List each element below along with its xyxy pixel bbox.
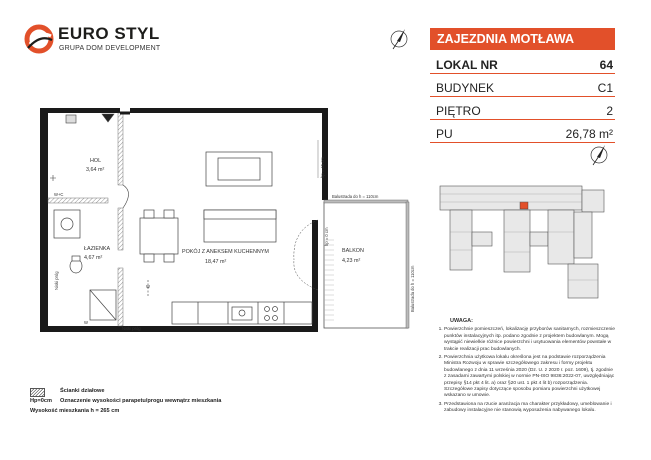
bathroom-door <box>123 185 129 208</box>
bathroom-fixtures <box>54 210 116 320</box>
room-name-pokoj: POKÓJ Z ANEKSEM KUCHENNYM <box>182 249 269 255</box>
room-area-pokoj: 18,47 m² <box>205 259 227 265</box>
apartment-location-marker <box>520 202 528 209</box>
kitchenette <box>172 302 312 324</box>
living-room-furniture <box>140 152 276 262</box>
ventilation-mark-2: W <box>84 320 88 325</box>
ventilation-mark: W <box>146 284 150 289</box>
info-label: PIĘTRO <box>436 104 481 118</box>
wc-label: W+C <box>54 192 64 197</box>
room-area-lazienka: 4,67 m² <box>84 255 103 261</box>
window-marks <box>50 115 318 296</box>
building-key-plan <box>436 172 626 304</box>
exterior-walls <box>40 108 328 332</box>
room-name-hol: HOL <box>90 158 102 164</box>
euro-styl-logo-icon <box>24 22 54 58</box>
legend-text: Wysokość mieszkania h = 265 cm <box>30 408 120 414</box>
partition-wall-hatch-icon <box>30 388 45 397</box>
legend-row-height <box>30 408 390 418</box>
north-arrow-icon <box>388 26 410 52</box>
info-row-lokal <box>430 54 615 74</box>
info-value: 64 <box>599 58 613 72</box>
legend-text: Ścianki działowe <box>60 388 105 394</box>
floor-plan <box>22 90 422 380</box>
notes-section <box>430 318 616 417</box>
room-name-balkon: BALKON <box>342 248 364 254</box>
legend-row-walls <box>30 388 390 398</box>
notes-list <box>430 327 616 414</box>
info-value: 26,78 m² <box>565 127 613 141</box>
room-name-lazienka: ŁAZIENKA <box>84 246 111 252</box>
info-row-pu <box>430 123 615 143</box>
railing-label-side: Balustrada do h = 110cm <box>410 265 415 312</box>
brand-subtitle: GRUPA DOM DEVELOPMENT <box>59 45 161 52</box>
info-row-budynek <box>430 77 615 97</box>
brand-logo <box>24 22 164 62</box>
sill-height-label: hp = 45 cm <box>320 157 325 178</box>
info-label: PU <box>436 127 453 141</box>
legend-text: Oznaczenie wysokości parapetu/progu wewnątrz mieszkania <box>60 398 222 404</box>
info-value: 2 <box>606 104 613 118</box>
notes-title: UWAGA: <box>450 318 473 324</box>
info-row-pietro <box>430 100 615 120</box>
entry-door <box>102 113 130 122</box>
info-label: LOKAL NR <box>436 58 498 72</box>
apartment-info-panel <box>430 28 615 146</box>
note-item: 3. Przedstawiona na rzucie aranżacja ma charakter przykładowy, umeblowanie i zabudowy instalacyjne nie stanowią wyposażenia nabywanego lokalu. <box>444 402 616 415</box>
brand-name: EURO STYL <box>58 24 160 43</box>
legend-key: Hp=0cm <box>30 398 52 404</box>
note-item: 1. Powierzchnie pomieszczeń, lokalizację przyborów sanitarnych, rozmieszczenie punktów instalacyjnych itp. podano zgodnie z projektem budowlanym. Mogą wystąpić niewielkie różnice powierzchni i usytuowania elementów powstałe w trakcie realizacji prac budowlanych. <box>444 327 616 353</box>
legend <box>30 388 390 418</box>
info-label: BUDYNEK <box>436 81 495 95</box>
project-title: ZAJEZDNIA MOTŁAWA <box>430 28 615 50</box>
low-threshold-label-2: Niski próg <box>122 326 141 331</box>
low-threshold-label-1: Niski próg <box>54 271 59 290</box>
room-area-hol: 3,64 m² <box>86 167 105 173</box>
room-area-balkon: 4,23 m² <box>342 258 361 264</box>
note-item: 2. Powierzchnia użytkowa lokalu określona jest na podstawie rozporządzenia Ministra Rozwoju w sprawie szczegółowego zakresu i formy projektu budowlanego z dnia 11 września 2020 (Dz. U. z 2020 r. poz. 1609), tj. zgodnie z zasadami zawartymi polskiej w normie PN-ISO 9836:2022-07, uwzględniając przepisy §14 pkt 4 lit. a) oraz §20 ust. 1 pkt 4 lit b) rozporządzenia. Szczegółowe zapisy dotyczące sposobu pomiaru powierzchni użytkowej wskazano w umowie. <box>444 355 616 400</box>
balcony <box>324 200 409 328</box>
railing-label-top: Balustrada do h = 110cm <box>332 194 379 199</box>
info-value: C1 <box>597 81 613 95</box>
legend-row-sill <box>30 398 390 408</box>
threshold-height-label: hp = 0 cm <box>324 227 329 246</box>
